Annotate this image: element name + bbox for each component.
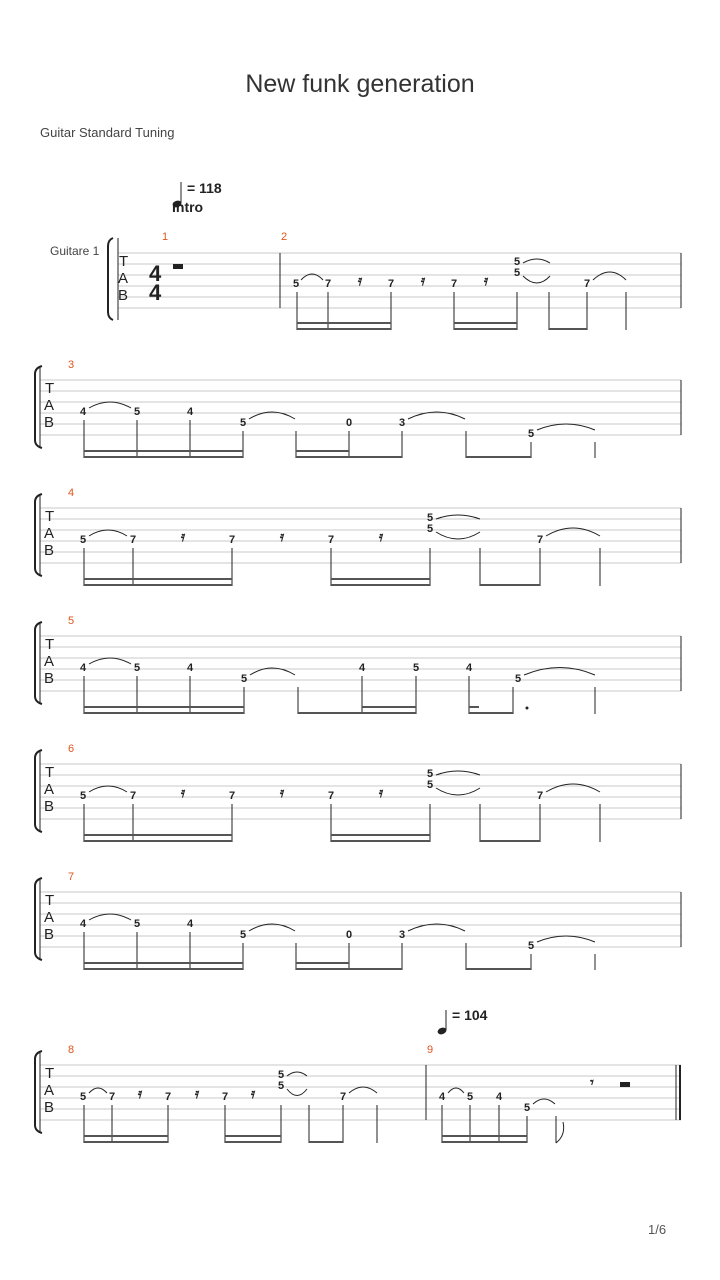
- fret-note: 5: [466, 1091, 474, 1103]
- svg-text:𝄿: 𝄿: [194, 1085, 200, 1101]
- fret-note: 5: [426, 779, 434, 791]
- fret-note: 5: [79, 1091, 87, 1103]
- fret-note: 0: [345, 929, 353, 941]
- svg-text:B: B: [44, 414, 55, 431]
- page-number: 1/6: [648, 1222, 667, 1237]
- fret-note: 4: [79, 406, 87, 418]
- svg-text:B: B: [44, 670, 55, 687]
- svg-text:𝄿: 𝄿: [420, 272, 426, 288]
- fret-note: 7: [327, 534, 335, 546]
- measure-number-7: 7: [68, 871, 75, 883]
- tab-letter-b: B: [118, 287, 129, 304]
- fret-note: 5: [523, 1102, 531, 1114]
- svg-text:𝄿: 𝄿: [250, 1085, 256, 1101]
- measure-number-1: 1: [162, 231, 169, 243]
- fret-note: 7: [108, 1091, 116, 1103]
- tuning-label: Guitar Standard Tuning: [40, 125, 175, 140]
- tab-letter-a: A: [118, 270, 129, 287]
- fret-note: 7: [221, 1091, 229, 1103]
- fret-note: 4: [438, 1091, 446, 1103]
- half-rest: [620, 1082, 630, 1087]
- svg-text:𝄿: 𝄿: [378, 528, 384, 544]
- svg-text:T: T: [45, 1065, 55, 1082]
- svg-text:T: T: [45, 892, 55, 909]
- fret-note: 5: [514, 673, 522, 685]
- fret-note: 4: [358, 662, 366, 674]
- fret-note: 7: [583, 278, 591, 290]
- section-label: Intro: [172, 199, 204, 215]
- fret-note: 7: [129, 790, 137, 802]
- svg-text:𝄿: 𝄿: [279, 784, 285, 800]
- svg-text:A: A: [44, 653, 55, 670]
- whole-rest: [173, 264, 183, 269]
- fret-note: 7: [450, 278, 458, 290]
- staff-system-4: [35, 615, 681, 714]
- fret-note: 7: [536, 790, 544, 802]
- svg-text:B: B: [44, 926, 55, 943]
- fret-note: 5: [426, 768, 434, 780]
- fret-note: 4: [186, 406, 194, 418]
- fret-note: 4: [465, 662, 473, 674]
- fret-note: 3: [398, 929, 406, 941]
- measure-number-9: 9: [427, 1044, 434, 1056]
- fret-note: 5: [513, 256, 521, 268]
- fret-note: 7: [536, 534, 544, 546]
- fret-note: 0: [345, 417, 353, 429]
- measure-number-8: 8: [68, 1044, 75, 1056]
- fret-note: 5: [527, 428, 535, 440]
- fret-note: 5: [239, 417, 247, 429]
- svg-text:𝄿: 𝄿: [279, 528, 285, 544]
- fret-note: 7: [228, 790, 236, 802]
- time-sig-top: 4: [149, 261, 162, 286]
- svg-text:A: A: [44, 1082, 55, 1099]
- fret-note: 5: [79, 790, 87, 802]
- svg-text:T: T: [45, 508, 55, 525]
- fret-note: 5: [277, 1069, 285, 1081]
- fret-note: 5: [527, 940, 535, 952]
- fret-note: 7: [129, 534, 137, 546]
- svg-text:B: B: [44, 542, 55, 559]
- fret-note: 7: [228, 534, 236, 546]
- score-title: New funk generation: [245, 70, 475, 98]
- svg-text:𝄿: 𝄿: [483, 272, 489, 288]
- fret-note: 5: [133, 918, 141, 930]
- tab-letter-t: T: [119, 253, 129, 270]
- tempo-mark-2: [437, 1007, 488, 1036]
- fret-note: 4: [79, 918, 87, 930]
- fret-note: 3: [398, 417, 406, 429]
- fret-note: 5: [240, 673, 248, 685]
- svg-text:T: T: [45, 764, 55, 781]
- svg-text:𝄿: 𝄿: [180, 784, 186, 800]
- svg-text:𝄿: 𝄿: [357, 272, 363, 288]
- svg-text:T: T: [45, 380, 55, 397]
- fret-note: 7: [339, 1091, 347, 1103]
- fret-note: 5: [133, 406, 141, 418]
- svg-text:A: A: [44, 909, 55, 926]
- svg-text:T: T: [45, 636, 55, 653]
- svg-text:𝄿: 𝄿: [180, 528, 186, 544]
- instrument-label: Guitare 1: [50, 244, 100, 258]
- fret-note: 4: [186, 662, 194, 674]
- svg-text:𝄿: 𝄿: [137, 1085, 143, 1101]
- fret-note: 7: [164, 1091, 172, 1103]
- svg-text:B: B: [44, 798, 55, 815]
- fret-note: 5: [239, 929, 247, 941]
- fret-note: 5: [412, 662, 420, 674]
- measure-number-4: 4: [68, 487, 75, 499]
- fret-note: 5: [292, 278, 300, 290]
- staff-system-1: [108, 231, 681, 330]
- fret-note: 5: [426, 512, 434, 524]
- measure-number-5: 5: [68, 615, 75, 627]
- svg-text:𝄿: 𝄿: [378, 784, 384, 800]
- fret-note: 4: [495, 1091, 503, 1103]
- tempo-value-1: = 118: [187, 180, 222, 196]
- fret-note: 5: [513, 267, 521, 279]
- svg-text:𝄾: 𝄾: [590, 1074, 594, 1090]
- fret-note: 5: [426, 523, 434, 535]
- staff-system-5: [35, 743, 681, 842]
- fret-note: 5: [277, 1080, 285, 1092]
- svg-text:A: A: [44, 781, 55, 798]
- staff-system-3: [35, 487, 681, 586]
- fret-note: 7: [327, 790, 335, 802]
- fret-note: 5: [133, 662, 141, 674]
- staff-system-7: [35, 1044, 681, 1143]
- fret-note: 5: [79, 534, 87, 546]
- measure-number-3: 3: [68, 359, 75, 371]
- staff-system-6: [35, 871, 681, 970]
- fret-note: 4: [186, 918, 194, 930]
- svg-text:A: A: [44, 397, 55, 414]
- tempo-value-2: = 104: [452, 1007, 488, 1023]
- time-sig-bottom: 4: [149, 280, 162, 305]
- staff-system-2: [35, 359, 681, 458]
- measure-number-6: 6: [68, 743, 75, 755]
- svg-text:A: A: [44, 525, 55, 542]
- svg-text:B: B: [44, 1099, 55, 1116]
- fret-note: 4: [79, 662, 87, 674]
- measure-number-2: 2: [281, 231, 288, 243]
- fret-note: 7: [324, 278, 332, 290]
- fret-note: 7: [387, 278, 395, 290]
